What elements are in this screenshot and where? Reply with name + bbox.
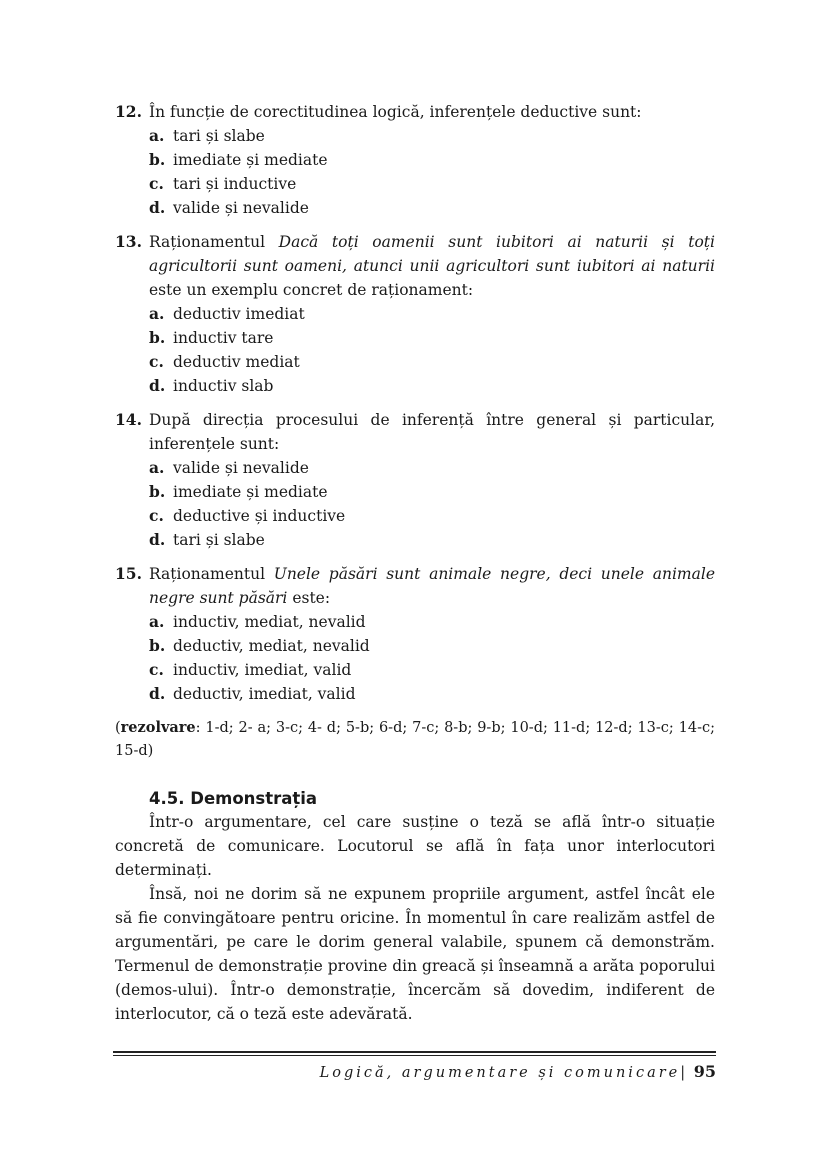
option-letter: c. [149,506,164,525]
option-text: valide și nevalide [173,199,309,217]
option-letter: c. [149,352,164,371]
option-b [149,326,715,350]
question-13 [115,230,715,398]
section-paragraph: Însă, noi ne dorim să ne expunem propriile argument, astfel încât ele să fie convingătoare pentru oricine. În momentul în care realizăm astfel de argumentări, pe care le dorim general valabile, spunem că demonstrăm. Termenul de demonstrație provine din greacă și înseamnă a arăta poporului (demos-ului). Într-o demonstrație, încercăm să dovedim, indiferent de interlocutor, că o teză este adevărată. [115,885,715,1023]
question-text: În funcție de corectitudinea logică, inferențele deductive sunt: [149,103,642,121]
option-text: tari și slabe [173,127,265,145]
option-d [149,196,715,220]
option-text: deductiv, imediat, valid [173,685,356,703]
option-letter: b. [149,636,166,655]
option-a [149,456,715,480]
option-text: deductiv mediat [173,353,300,371]
question-15 [115,562,715,706]
question-text-lead: Raționamentul [149,233,279,251]
option-d [149,374,715,398]
section-title: 4.5. Demonstrația [149,789,318,808]
option-letter: c. [149,174,164,193]
option-text: inductiv, mediat, nevalid [173,613,366,631]
answer-key [115,716,715,763]
option-a [149,302,715,326]
option-letter: d. [149,376,166,395]
question-text [149,562,715,610]
question-number: 13. [115,232,142,251]
question-number: 14. [115,410,142,429]
answer-key-label: rezolvare [120,719,196,736]
footer-rule [113,1051,716,1053]
answer-key-text: : 1-d; 2- a; 3-c; 4- d; 5-b; 6-d; 7-c; 8-b; 9-b; 10-d; 11-d; 12-d; 13-c; 14-c; 15-d) [115,720,715,759]
option-d [149,682,715,706]
option-text: tari și inductive [173,175,297,193]
option-letter: b. [149,482,166,501]
footer-book-title: Logică, argumentare și comunicare [319,1065,681,1081]
option-d [149,528,715,552]
question-example-italic: Unele păsări sunt animale negre, deci unele animale negre sunt păsări [149,565,715,607]
option-b [149,480,715,504]
option-text: deductiv imediat [173,305,305,323]
question-number: 15. [115,564,142,583]
option-text: imediate și mediate [173,151,328,169]
option-text: tari și slabe [173,531,265,549]
question-12 [115,100,715,220]
option-letter: d. [149,530,166,549]
option-letter: b. [149,328,166,347]
option-text: deductive și inductive [173,507,346,525]
option-letter: b. [149,150,166,169]
question-text-tail: este: [287,589,331,607]
option-letter: a. [149,304,165,323]
section-paragraph: Într-o argumentare, cel care susține o teză se află într-o situație concretă de comunicare. Locutorul se află în fața unor interlocutori determinați. [115,813,715,879]
option-a [149,124,715,148]
option-letter: d. [149,684,166,703]
option-text: imediate și mediate [173,483,328,501]
option-letter: a. [149,458,165,477]
option-b [149,148,715,172]
option-c [149,658,715,682]
question-text-lead: Raționamentul [149,565,274,583]
question-number: 12. [115,102,142,121]
footer-rule [113,1055,716,1056]
page-footer [113,1051,716,1081]
option-text: deductiv, mediat, nevalid [173,637,370,655]
option-letter: d. [149,198,166,217]
question-text: După direcția procesului de inferență între general și particular, inferențele sunt: [149,411,715,453]
option-text: inductiv, imediat, valid [173,661,352,679]
option-letter: a. [149,612,165,631]
option-text: valide și nevalide [173,459,309,477]
option-text: inductiv tare [173,329,274,347]
option-c [149,504,715,528]
question-example-italic: Dacă toți oamenii sunt iubitori ai naturii și toți agricultorii sunt oameni, atunci unii agricultori sunt iubitori ai naturii [149,233,715,275]
question-text [149,230,715,302]
question-14 [115,408,715,552]
option-b [149,634,715,658]
footer-text [113,1062,716,1081]
option-text: inductiv slab [173,377,274,395]
option-c [149,350,715,374]
answer-key-open: ( [115,720,121,736]
option-c [149,172,715,196]
option-a [149,610,715,634]
option-letter: a. [149,126,165,145]
option-letter: c. [149,660,164,679]
page-number: 95 [693,1062,716,1081]
page-content [115,100,715,1026]
question-text-tail: este un exemplu concret de raționament: [149,281,474,299]
footer-separator: | [680,1065,686,1081]
